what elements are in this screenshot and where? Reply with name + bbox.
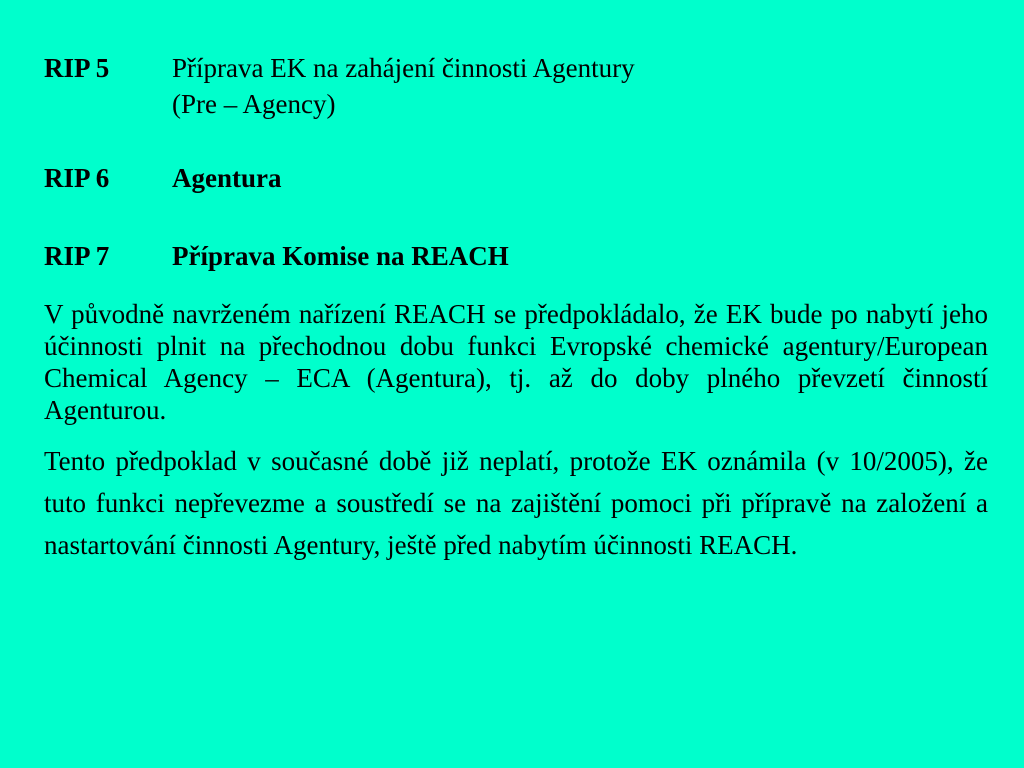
paragraph-original-proposal: V původně navrženém nařízení REACH se předpokládalo, že EK bude po nabytí jeho účinnosti plnit na přechodnou dobu funkci Evropské chemické agentury/European Chemical Agency – ECA (Agentura), tj. až do doby plného převzetí činností Agenturou. — [44, 299, 988, 425]
rip-7-title — [172, 238, 988, 274]
rip-5-code: RIP 5 — [44, 53, 110, 83]
rip-6-item — [44, 160, 988, 196]
rip-5-title — [172, 50, 988, 122]
rip-6-title — [172, 160, 988, 196]
rip-5-item — [44, 50, 988, 122]
rip-7-item — [44, 238, 988, 274]
rip-7-code: RIP 7 — [44, 241, 110, 271]
rip-6-title-line-1: Agentura — [172, 163, 282, 193]
rip-5-title-line-1: Příprava EK na zahájení činnosti Agentury — [172, 53, 635, 83]
slide-content — [44, 50, 988, 566]
rip-6-code: RIP 6 — [44, 163, 110, 193]
rip-7-title-line-1: Příprava Komise na REACH — [172, 241, 509, 271]
paragraph-current-status: Tento předpoklad v současné době již neplatí, protože EK oznámila (v 10/2005), že tuto funkci nepřevezme a soustředí se na zajištění pomoci při přípravě na založení a nastartování činnosti Agentury, ještě před nabytím účinnosti REACH. — [44, 446, 988, 560]
rip-5-title-line-2: (Pre – Agency) — [172, 89, 336, 119]
